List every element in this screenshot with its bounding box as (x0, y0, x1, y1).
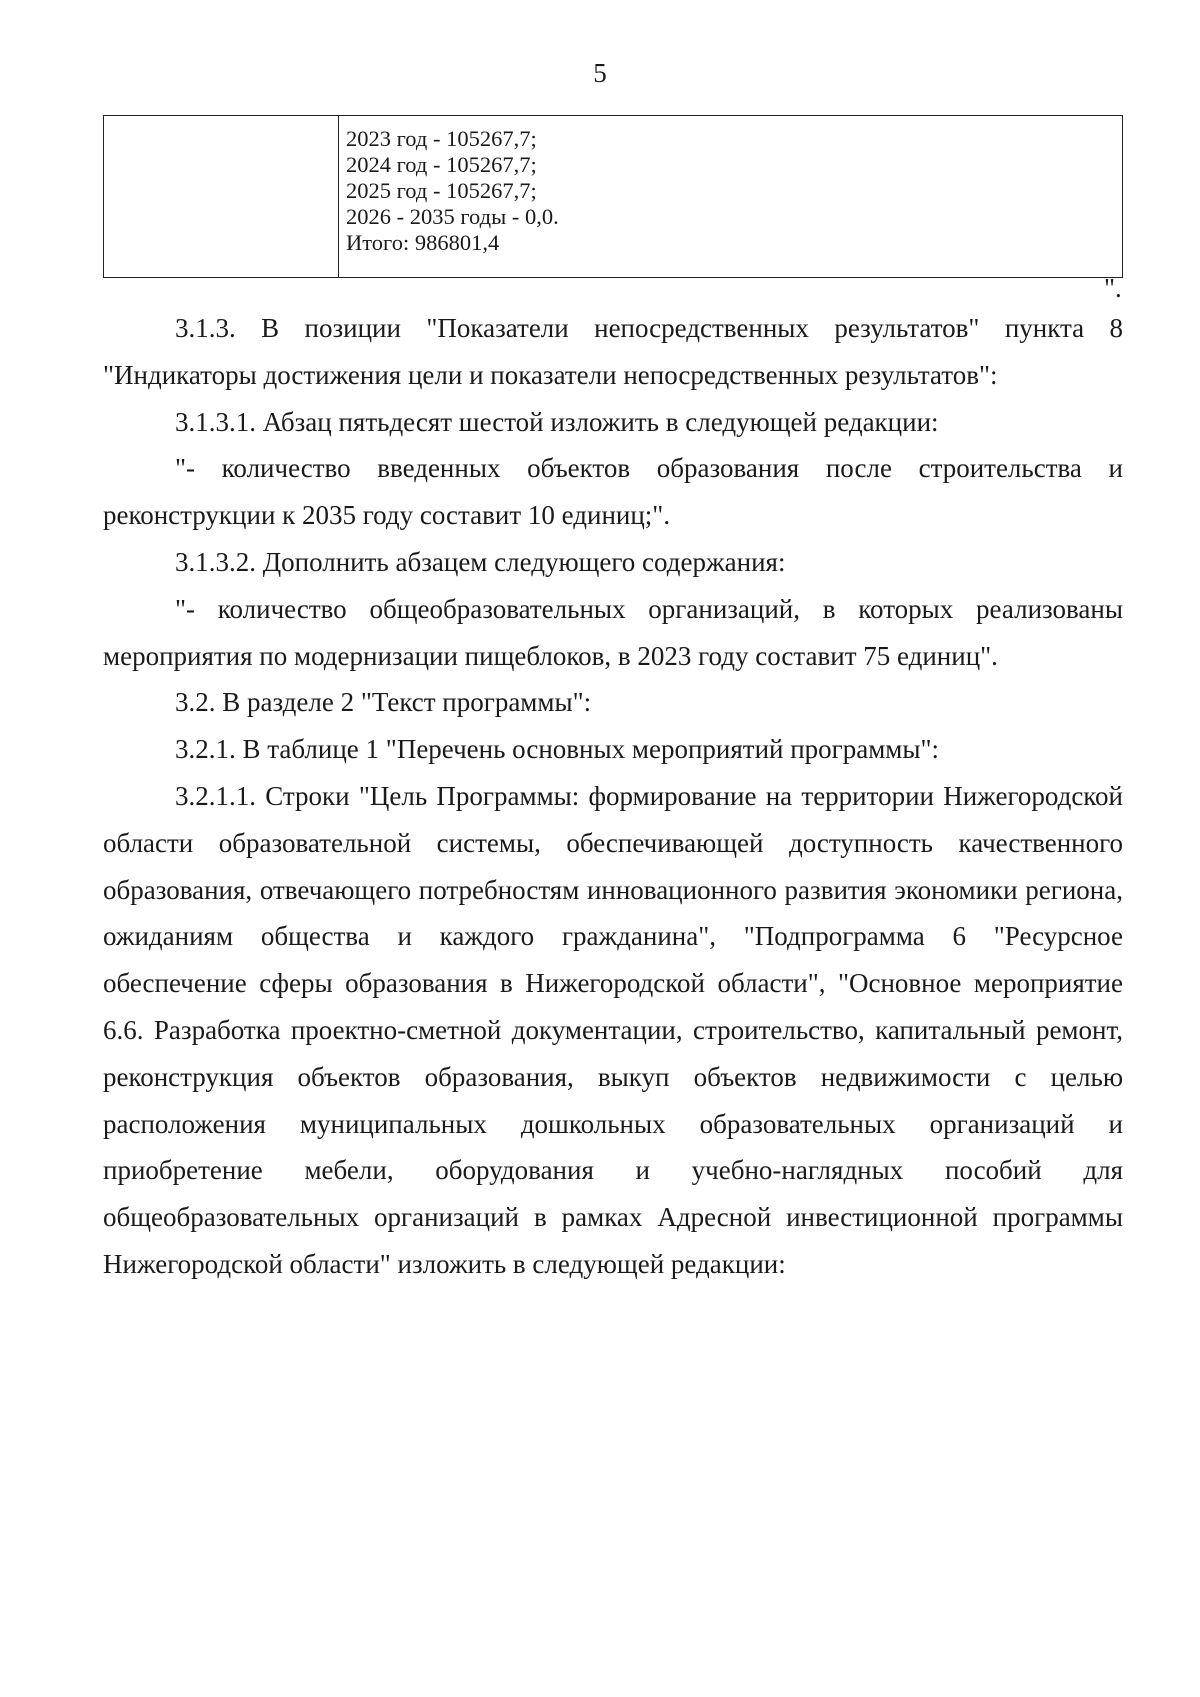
paragraph-3-2-1: 3.2.1. В таблице 1 "Перечень основных мероприятий программы": (175, 734, 940, 765)
table-row (104, 116, 1123, 278)
table-cell-line: 2026 - 2035 годы - 0,0. (346, 204, 559, 229)
paragraph-3-1-3-2: 3.1.3.2. Дополнить абзацем следующего содержания: (175, 546, 786, 577)
paragraph-3-1-3-1: 3.1.3.1. Абзац пятьдесят шестой изложить в следующей редакции: (175, 406, 939, 437)
closing-quote: ". (1104, 273, 1122, 303)
table-cell-line: Итого: 986801,4 (346, 230, 500, 255)
document-body (103, 305, 1123, 1288)
funding-table (103, 115, 1123, 278)
paragraph-3-2: 3.2. В разделе 2 "Текст программы": (175, 687, 592, 718)
page-number: 5 (593, 58, 607, 88)
table-cell-left (104, 116, 339, 278)
table-cell-right (339, 116, 1123, 278)
paragraph-3-2-1-1: 3.2.1.1. Строки "Цель Программы: формирование на территории Нижегородской области образовательной системы, обеспечивающей доступность качественного образования, отвечающего потребностям инновационного развития экономики региона, ожиданиям общества и каждого гражданина", "Подпрограмма 6 "Ресурсное обеспечение сферы образования в Нижегородской области", "Основное мероприятие 6.6. Разработка проектно-сметной документации, строительство, капитальный ремонт, реконструкция объектов образования, выкуп объектов недвижимости с целью расположения муниципальных дошкольных образовательных организаций и приобретение мебели, оборудования и учебно-наглядных пособий для общеобразовательных организаций в рамках Адресной инвестиционной программы Нижегородской области" изложить в следующей редакции: (103, 780, 1123, 1279)
table-cell-line: 2023 год - 105267,7; (346, 126, 537, 151)
paragraph-quote-1: "- количество введенных объектов образования после строительства и реконструкции к 2035 году составит 10 единиц;". (103, 453, 1123, 531)
table-cell-line: 2025 год - 105267,7; (346, 178, 537, 203)
table-cell-line: 2024 год - 105267,7; (346, 152, 537, 177)
paragraph-quote-2: "- количество общеобразовательных организаций, в которых реализованы мероприятия по модернизации пищеблоков, в 2023 году составит 75 единиц". (103, 593, 1123, 671)
paragraph-3-1-3: 3.1.3. В позиции "Показатели непосредственных результатов" пункта 8 "Индикаторы достижения цели и показатели непосредственных результатов": (103, 313, 1123, 390)
